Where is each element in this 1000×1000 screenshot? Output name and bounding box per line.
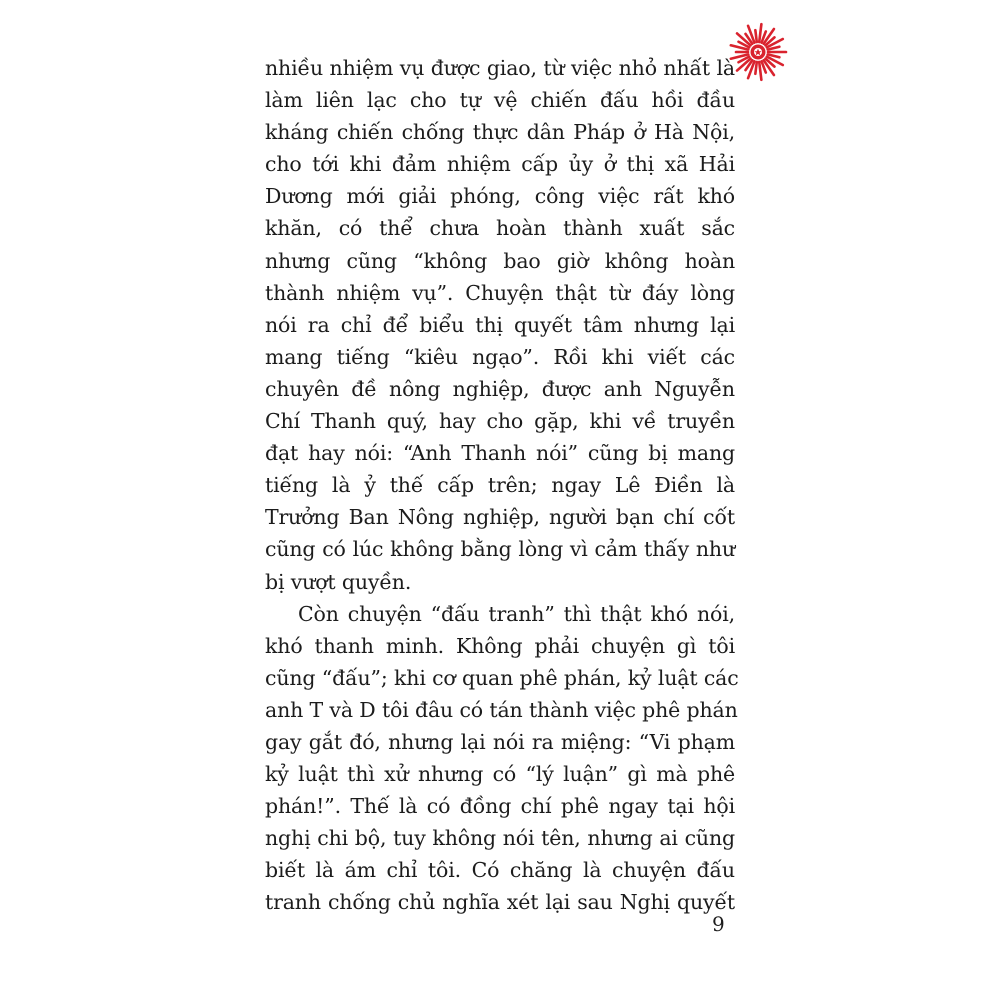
text-line: nhiều nhiệm vụ được giao, từ việc nhỏ nhất là xyxy=(265,56,735,80)
text-line: nhưng cũng “không bao giờ không hoàn xyxy=(265,248,735,273)
text-line: cũng có lúc không bằng lòng vì cảm thấy như xyxy=(265,537,735,562)
text-line: tiếng là ỷ thế cấp trên; ngay Lê Điền là xyxy=(265,473,735,498)
text-line: nói ra chỉ để biểu thị quyết tâm nhưng lại xyxy=(265,312,735,337)
paragraph-2 xyxy=(265,598,739,919)
text-line: anh T và D tôi đâu có tán thành việc phê phán xyxy=(265,697,738,722)
text-line: tranh chống chủ nghĩa xét lại sau Nghị quyết xyxy=(265,890,735,915)
text-line: thành nhiệm vụ”. Chuyện thật từ đáy lòng xyxy=(265,280,735,305)
text-line: gay gắt đó, nhưng lại nói ra miệng: “Vi phạm xyxy=(265,729,735,754)
text-line: đạt hay nói: “Anh Thanh nói” cũng bị mang xyxy=(265,441,735,466)
text-line: nghị chi bộ, tuy không nói tên, nhưng ai cũng xyxy=(265,826,735,851)
text-line: cũng “đấu”; khi cơ quan phê phán, kỷ luật các xyxy=(265,665,739,690)
text-line: kháng chiến chống thực dân Pháp ở Hà Nội, xyxy=(265,120,735,145)
star-emblem-icon xyxy=(728,22,788,82)
paragraph-1 xyxy=(265,52,735,598)
text-line: khó thanh minh. Không phải chuyện gì tôi xyxy=(265,633,735,658)
text-line: Trưởng Ban Nông nghiệp, người bạn chí cốt xyxy=(265,505,735,530)
text-line: cho tới khi đảm nhiệm cấp ủy ở thị xã Hải xyxy=(265,152,735,177)
page-number: 9 xyxy=(712,912,725,936)
text-line: Dương mới giải phóng, công việc rất khó xyxy=(265,184,735,209)
text-line: kỷ luật thì xử nhưng có “lý luận” gì mà phê xyxy=(265,762,735,787)
body-text xyxy=(265,52,739,919)
text-line: khăn, có thể chưa hoàn thành xuất sắc xyxy=(265,216,735,241)
text-line: bị vượt quyền. xyxy=(265,569,412,594)
text-line: mang tiếng “kiêu ngạo”. Rồi khi viết các xyxy=(265,344,735,369)
text-line: làm liên lạc cho tự vệ chiến đấu hồi đầu xyxy=(265,88,735,113)
text-line: chuyên đề nông nghiệp, được anh Nguyễn xyxy=(265,376,735,401)
text-line: phán!”. Thế là có đồng chí phê ngay tại hội xyxy=(265,794,735,819)
text-line: Chí Thanh quý, hay cho gặp, khi về truyền xyxy=(265,409,735,434)
text-line: Còn chuyện “đấu tranh” thì thật khó nói, xyxy=(298,601,735,626)
text-line: biết là ám chỉ tôi. Có chăng là chuyện đấu xyxy=(265,858,735,883)
